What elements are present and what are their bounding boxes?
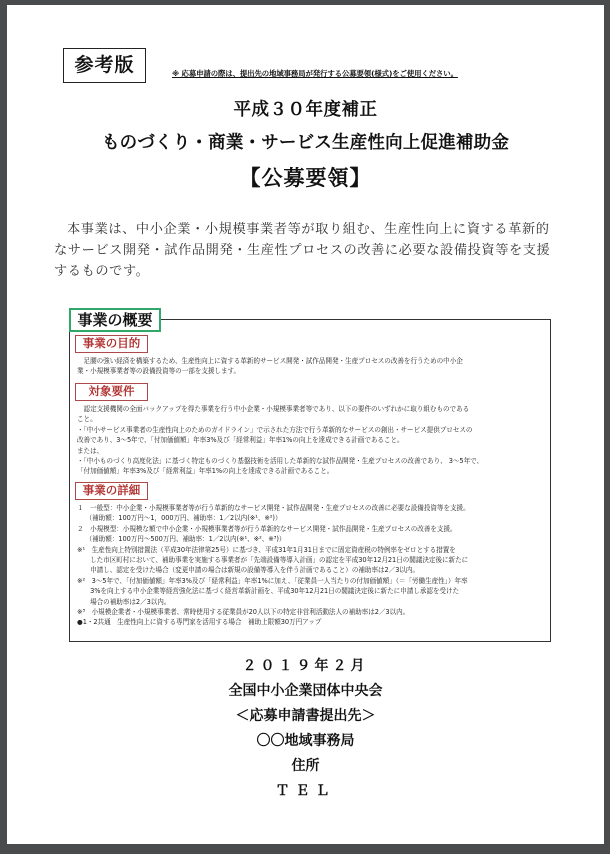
overview-box-top-border <box>159 319 551 320</box>
title-document-type: 【公募要領】 <box>239 166 372 190</box>
eligibility-line: 「付加価値額」年率3%及び「経常利益」年率1%の向上を達成できる計画であること。 <box>77 467 334 476</box>
intro-paragraph: 本事業は、中小企業・小規模事業者等が取り組む、生産性向上に資する革新的なサービス開発・試作品開発・生産性プロセスの改善に必要な設備投資等を支援するものです。 <box>54 222 551 279</box>
details-line: ※¹ 生産性向上特別措置法（平成30年法律第25号）に基づき、平成31年1月31日までに固定資産税の特例率をゼロとする措置を <box>77 545 456 554</box>
eligibility-line: こと。 <box>77 415 97 424</box>
purpose-text <box>77 356 463 377</box>
details-line: （補助額：100万円～500万円、補助率：1／2以内(※¹、※²、※³)） <box>77 535 286 544</box>
publication-date: ２０１９年２月 <box>242 658 369 674</box>
eligibility-text <box>77 404 483 477</box>
tel-label: ＴＥＬ <box>275 783 336 799</box>
purpose-line: 足腰の強い経済を構築するため、生産性向上に資する革新的サービス開発・試作品開発・生産プロセスの改善を行うための中小企 <box>77 357 463 365</box>
eligibility-line: ・「中小サービス事業者の生産性向上のためのガイドライン」で示された方法で行う革新的なサービスの創出・サービス提供プロセスの <box>77 425 473 434</box>
section-label-purpose: 事業の目的 <box>75 335 148 353</box>
document-page <box>7 5 604 844</box>
section-label-eligibility: 対象要件 <box>75 383 148 401</box>
eligibility-line: 改善であり、3～5年で、「付加価値額」年率3%及び「経常利益」年率1%の向上を達成できる計画であること。 <box>77 436 404 445</box>
details-line: した市区町村において、補助事業を実施する事業者が「先端設備等導入計画」の認定を平成30年12月21日の閣議決定後に新たに <box>77 556 469 565</box>
regional-office: 〇〇地域事務局 <box>256 733 355 749</box>
submission-destination-label: ＜応募申請書提出先＞ <box>235 708 376 724</box>
details-line: 申請し、認定を受けた場合（変更申請の場合は新規の設備等導入を伴う計画であること）の補助率は2／3以内。 <box>77 566 420 575</box>
details-line: ※³ 小規模企業者・小規模事業者、常時使用する従業員が20人以下の特定非営利活動法人の補助率は2／3以内。 <box>77 608 410 617</box>
purpose-line: 業・小規模事業者等の設備投資等の一部を支援します。 <box>77 367 241 376</box>
details-line: 3%を向上する中小企業等経営強化法に基づく経営革新計画を、平成30年12月21日の閣議決定後に新たに申請し承認を受けた <box>77 587 460 596</box>
eligibility-line: 認定支援機関の全面バックアップを得た事業を行う中小企業・小規模事業者等であり、以下の要件のいずれかに取り組むものである <box>77 405 470 413</box>
details-line: 場合の補助率は2／3以内。 <box>77 597 171 606</box>
overview-label: 事業の概要 <box>69 308 161 332</box>
details-text <box>77 503 470 628</box>
eligibility-line: または、 <box>77 446 104 455</box>
details-line: ２ 小規模型：小規模な額で中小企業・小規模事業者等が行う革新的なサービス開発・試作品開発・生産プロセスの改善を支援。 <box>77 524 457 533</box>
details-line: １ 一般型：中小企業・小規模事業者等が行う革新的なサービス開発・試作品開発・生産プロセスの改善に必要な設備投資等を支援。 <box>77 504 470 512</box>
details-line: ※² 3～5年で、「付加価値額」年率3%及び「経常利益」年率1%に加え、「従業員一人当たりの付加価値額」（＝「労働生産性」）年率 <box>77 576 468 585</box>
issuing-organization: 全国中小企業団体中央会 <box>228 683 383 699</box>
section-label-details: 事業の詳細 <box>75 482 148 500</box>
submission-notice: ※ 応募申請の際は、提出先の地域事務局が発行する公募要領(様式)をご使用ください。 <box>172 69 458 78</box>
title-fiscal-year: 平成３０年度補正 <box>233 100 378 120</box>
details-line: （補助額：100万円～1，000万円、補助率：1／2以内(※¹、※²)） <box>77 514 282 523</box>
reference-version-badge: 参考版 <box>63 48 146 83</box>
eligibility-line: ・「中小ものづくり高度化法」に基づく特定ものづくり基盤技術を活用した革新的な試作品開発・生産プロセスの改善であり、 3～5年で、 <box>77 457 484 466</box>
title-program-name: ものづくり・商業・サービス生産性向上促進補助金 <box>101 133 510 153</box>
address-label: 住所 <box>291 758 320 774</box>
details-line: ●1・2共通 生産性向上に資する専門家を活用する場合 補助上限額30万円アップ <box>77 618 322 627</box>
